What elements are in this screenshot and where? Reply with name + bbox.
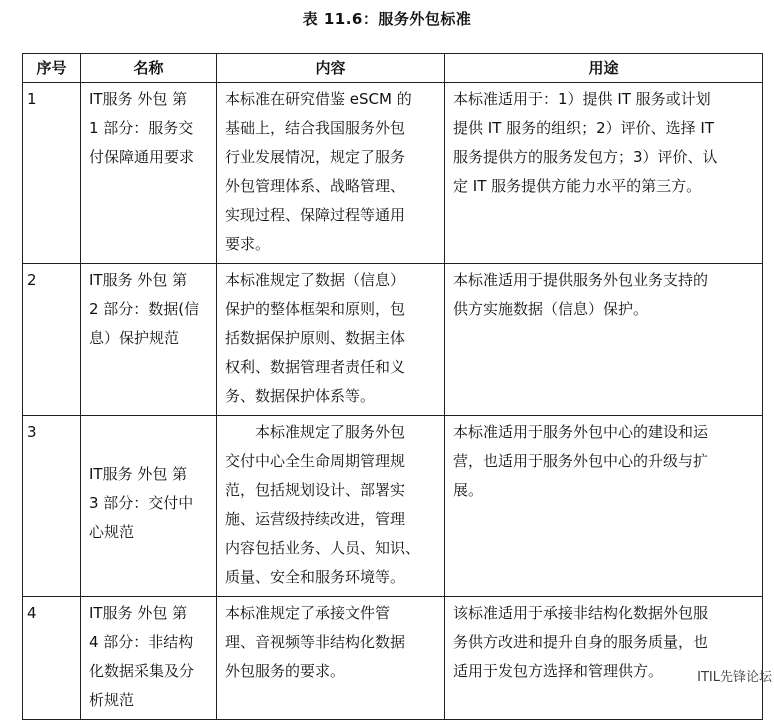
row-number: 1: [23, 83, 81, 264]
row-number: 4: [23, 597, 81, 720]
header-no: 序号: [23, 54, 81, 83]
standard-usage: 本标准适用于服务外包中心的建设和运 营，也适用于服务外包中心的升级与扩 展。: [445, 416, 763, 597]
header-name: 名称: [81, 54, 217, 83]
standard-name: IT服务 外包 第 1 部分：服务交 付保障通用要求: [81, 83, 217, 264]
table-header-row: [23, 54, 763, 83]
row-number: 3: [23, 416, 81, 597]
table-row: [23, 416, 763, 597]
standard-usage: 本标准适用于：1）提供 IT 服务或计划 提供 IT 服务的组织；2）评价、选择 IT 服务提供方的服务发包方；3）评价、认 定 IT 服务提供方能力水平的第三方。: [445, 83, 763, 264]
standard-content: 本标准在研究借鉴 eSCM 的 基础上，结合我国服务外包 行业发展情况，规定了服务 外包管理体系、战略管理、 实现过程、保障过程等通用 要求。: [217, 83, 445, 264]
header-content: 内容: [217, 54, 445, 83]
header-usage: 用途: [445, 54, 763, 83]
table-row: [23, 597, 763, 720]
table-caption: 表 11.6：服务外包标准: [302, 10, 472, 28]
standard-content: 本标准规定了数据（信息） 保护的整体框架和原则，包 括数据保护原则、数据主体 权利、数据管理者责任和义 务、数据保护体系等。: [217, 264, 445, 416]
standard-content: 本标准规定了服务外包 交付中心全生命周期管理规 范，包括规划设计、部署实 施、运营级持续改进，管理 内容包括业务、人员、知识、 质量、安全和服务环境等。: [217, 416, 445, 597]
standard-name: IT服务 外包 第 2 部分：数据(信 息）保护规范: [81, 264, 217, 416]
standard-usage: 本标准适用于提供服务外包业务支持的 供方实施数据（信息）保护。: [445, 264, 763, 416]
standard-name: IT服务 外包 第 4 部分：非结构 化数据采集及分 析规范: [81, 597, 217, 720]
row-number: 2: [23, 264, 81, 416]
table-row: [23, 264, 763, 416]
standard-content: 本标准规定了承接文件管 理、音视频等非结构化数据 外包服务的要求。: [217, 597, 445, 720]
standards-table: [22, 53, 763, 720]
site-watermark: ITIL先锋论坛: [697, 670, 772, 685]
standard-usage: 该标准适用于承接非结构化数据外包服 务供方改进和提升自身的服务质量，也 适用于发包方选择和管理供方。: [445, 597, 763, 720]
standard-name: IT服务 外包 第 3 部分：交付中 心规范: [81, 416, 217, 597]
table-row: [23, 83, 763, 264]
